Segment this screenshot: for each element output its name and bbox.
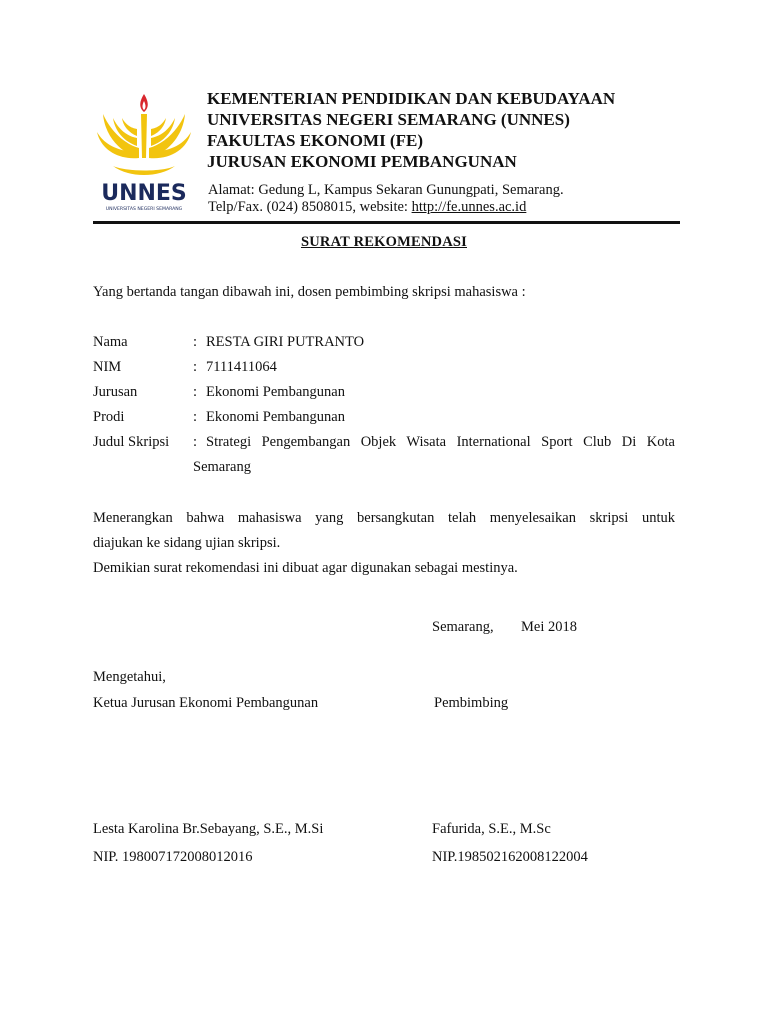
closing-text: Demikian surat rekomendasi ini dibuat agar digunakan sebagai mestinya. — [93, 560, 518, 576]
acknowledge-text: Mengetahui, — [93, 669, 166, 685]
right-signatory-name: Fafurida, S.E., M.Sc — [432, 821, 551, 837]
field-value-prodi: Ekonomi Pembangunan — [206, 409, 345, 425]
right-signatory-nip: NIP.198502162008122004 — [432, 849, 588, 865]
field-value-judul-cont: Semarang — [193, 459, 251, 475]
left-role: Ketua Jurusan Ekonomi Pembangunan — [93, 695, 319, 711]
header-ministry: KEMENTERIAN PENDIDIKAN DAN KEBUDAYAAN — [207, 89, 616, 108]
place-text: Semarang, — [432, 619, 494, 635]
logo-wordmark: UNNES — [101, 181, 187, 206]
field-label-judul: Judul Skripsi — [93, 434, 170, 450]
field-label-prodi: Prodi — [93, 409, 125, 425]
field-value-nama: RESTA GIRI PUTRANTO — [206, 334, 365, 350]
left-signatory-nip: NIP. 198007172008012016 — [93, 849, 253, 865]
letter-title: SURAT REKOMENDASI — [300, 234, 467, 250]
field-colon: : — [193, 334, 198, 350]
intro-text: Yang bertanda tangan dibawah ini, dosen pembimbing skripsi mahasiswa : — [93, 284, 526, 300]
unnes-logo — [93, 88, 195, 216]
field-value-nim: 7111411064 — [206, 359, 277, 375]
field-label-jurusan: Jurusan — [93, 384, 138, 400]
body-line-1: Menerangkan bahwa mahasiswa yang bersangkutan telah menyelesaikan skripsi untuk — [93, 510, 675, 526]
contact-text: Telp/Fax. (024) 8508015, website: — [208, 199, 412, 215]
header-contact — [208, 199, 526, 216]
date-text: Mei 2018 — [521, 619, 577, 635]
left-signatory-name: Lesta Karolina Br.Sebayang, S.E., M.Si — [93, 821, 324, 837]
field-label-nim: NIM — [93, 359, 122, 375]
header-rule — [93, 221, 680, 224]
header-department: JURUSAN EKONOMI PEMBANGUNAN — [207, 152, 517, 171]
field-colon: : — [193, 359, 198, 375]
header-address: Alamat: Gedung L, Kampus Sekaran Gunungpati, Semarang. — [208, 182, 564, 198]
field-colon: : — [193, 434, 198, 450]
field-colon: : — [193, 409, 198, 425]
website-link[interactable]: http://fe.unnes.ac.id — [411, 199, 527, 215]
field-colon: : — [193, 384, 198, 400]
body-line-2: diajukan ke sidang ujian skripsi. — [93, 535, 281, 551]
right-role: Pembimbing — [434, 695, 509, 711]
field-label-nama: Nama — [93, 334, 128, 350]
field-value-judul: Strategi Pengembangan Objek Wisata International Sport Club Di Kota — [206, 434, 675, 450]
header-university: UNIVERSITAS NEGERI SEMARANG (UNNES) — [207, 110, 570, 129]
logo-subtext: UNIVERSITAS NEGERI SEMARANG — [105, 207, 183, 212]
field-value-jurusan: Ekonomi Pembangunan — [206, 384, 345, 400]
header-faculty: FAKULTAS EKONOMI (FE) — [207, 131, 423, 150]
